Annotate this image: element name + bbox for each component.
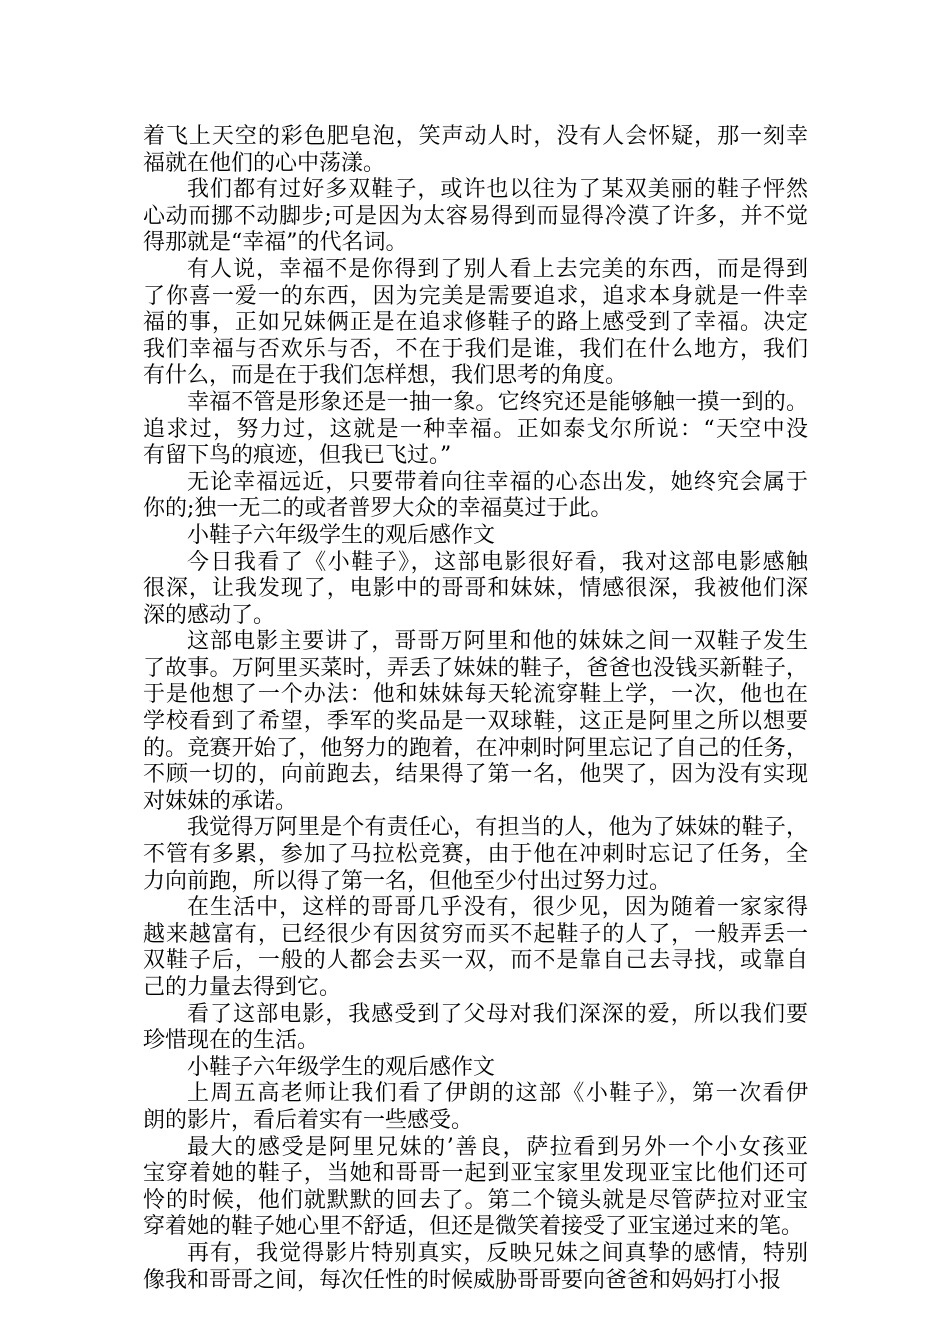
document-body <box>143 124 808 1294</box>
text-line: 朗的影片，看后着实有一些感受。 <box>143 1107 474 1133</box>
text-line: 着飞上天空的彩色肥皂泡，笑声动人时，没有人会怀疑，那一刻幸 <box>143 124 808 149</box>
text-line: 在生活中，这样的哥哥几乎没有，很少见，因为随着一家家得 <box>187 895 808 921</box>
text-line: 深的感动了。 <box>143 602 276 628</box>
text-line: 力向前跑，所以得了第一名，但他至少付出过努力过。 <box>143 868 672 894</box>
text-line: 对妹妹的承诺。 <box>143 788 298 814</box>
paragraph <box>143 257 808 390</box>
text-line: 福的事，正如兄妹俩正是在追求修鞋子的路上感受到了幸福。决定 <box>143 310 808 336</box>
text-line: 你的;独一无二的或者普罗大众的幸福莫过于此。 <box>143 496 613 522</box>
text-line: 幸福不管是形象还是一抽一象。它终究还是能够触一摸一到的。 <box>187 389 808 415</box>
text-line: 上周五高老师让我们看了伊朗的这部《小鞋子》，第一次看伊 <box>187 1081 808 1107</box>
paragraph <box>143 124 808 177</box>
text-line: 不顾一切的，向前跑去，结果得了第一名，他哭了，因为没有实现 <box>143 762 808 788</box>
paragraph <box>143 629 808 815</box>
paragraph <box>143 390 808 470</box>
text-line: 越来越富有，已经很少有因贫穷而买不起鞋子的人了，一般弄丢一 <box>143 921 808 947</box>
text-line: 于是他想了一个办法：他和妹妹每天轮流穿鞋上学，一次，他也在 <box>143 682 808 708</box>
paragraph <box>143 550 808 630</box>
text-line: 有留下鸟的痕迹，但我已飞过。” <box>143 443 452 469</box>
text-line: 很深，让我发现了，电影中的哥哥和妹妹，情感很深，我被他们深 <box>143 576 808 602</box>
paragraph <box>143 1135 808 1241</box>
text-line: 我觉得万阿里是个有责任心，有担当的人，他为了妹妹的鞋子， <box>187 815 808 841</box>
paragraph <box>143 1241 808 1294</box>
paragraph <box>143 1055 808 1082</box>
text-line: 再有，我觉得影片特别真实，反映兄妹之间真挚的感情，特别 <box>187 1240 808 1266</box>
text-line: 有什么，而是在于我们怎样想，我们思考的角度。 <box>143 363 628 389</box>
text-line: 了你喜一爱一的东西，因为完美是需要追求，追求本身就是一件幸 <box>143 283 808 309</box>
text-line: 福就在他们的心中荡漾。 <box>143 150 386 176</box>
paragraph <box>143 177 808 257</box>
text-line: 我们都有过好多双鞋子，或许也以往为了某双美丽的鞋子怦然 <box>187 177 808 203</box>
text-line: 无论幸福远近，只要带着向往幸福的心态出发，她终究会属于 <box>187 469 808 495</box>
paragraph <box>143 1002 808 1055</box>
text-line: 己的力量去得到它。 <box>143 975 342 1000</box>
text-line: 小鞋子六年级学生的观后感作文 <box>187 1054 496 1080</box>
text-line: 追求过，努力过，这就是一种幸福。正如泰戈尔所说：“天空中没 <box>143 416 808 442</box>
text-line: 有人说，幸福不是你得到了别人看上去完美的东西，而是得到 <box>187 256 808 282</box>
text-line: 了故事。万阿里买菜时，弄丢了妹妹的鞋子，爸爸也没钱买新鞋子， <box>143 655 808 681</box>
text-line: 学校看到了希望，季军的奖品是一双球鞋，这正是阿里之所以想要 <box>143 709 808 735</box>
text-line: 怜的时候，他们就默默的回去了。第二个镜头就是尽管萨拉对亚宝 <box>143 1187 808 1213</box>
text-line: 看了这部电影，我感受到了父母对我们深深的爱，所以我们要 <box>187 1001 808 1027</box>
text-line: 宝穿着她的鞋子，当她和哥哥一起到亚宝家里发现亚宝比他们还可 <box>143 1161 808 1187</box>
text-line: 的。竞赛开始了，他努力的跑着，在冲刺时阿里忘记了自己的任务， <box>143 735 808 761</box>
text-line: 双鞋子后，一般的人都会去买一双，而不是靠自己去寻找，或靠自 <box>143 948 808 974</box>
paragraph <box>143 1081 808 1134</box>
text-line: 珍惜现在的生活。 <box>143 1028 320 1054</box>
text-line: 最大的感受是阿里兄妹的’善良，萨拉看到另外一个小女孩亚 <box>187 1134 808 1160</box>
text-line: 这部电影主要讲了，哥哥万阿里和他的妹妹之间一双鞋子发生 <box>187 629 808 655</box>
text-line: 心动而挪不动脚步;可是因为太容易得到而显得冷漠了许多，并不觉 <box>143 203 808 229</box>
text-line: 得那就是“幸福”的代名词。 <box>143 230 408 256</box>
text-line: 我们幸福与否欢乐与否，不在于我们是谁，我们在什么地方，我们 <box>143 336 808 362</box>
text-line: 小鞋子六年级学生的观后感作文 <box>187 522 496 548</box>
paragraph <box>143 523 808 550</box>
paragraph <box>143 815 808 895</box>
paragraph <box>143 895 808 1001</box>
paragraph <box>143 470 808 523</box>
text-line: 穿着她的鞋子她心里不舒适，但还是微笑着接受了亚宝递过来的笔。 <box>143 1214 804 1240</box>
text-line: 今日我看了《小鞋子》，这部电影很好看，我对这部电影感触 <box>187 549 808 575</box>
text-line: 像我和哥哥之间，每次任性的时候威胁哥哥要向爸爸和妈妈打小报 <box>143 1267 782 1293</box>
text-line: 不管有多累，参加了马拉松竞赛，由于他在冲刺时忘记了任务，全 <box>143 842 808 868</box>
